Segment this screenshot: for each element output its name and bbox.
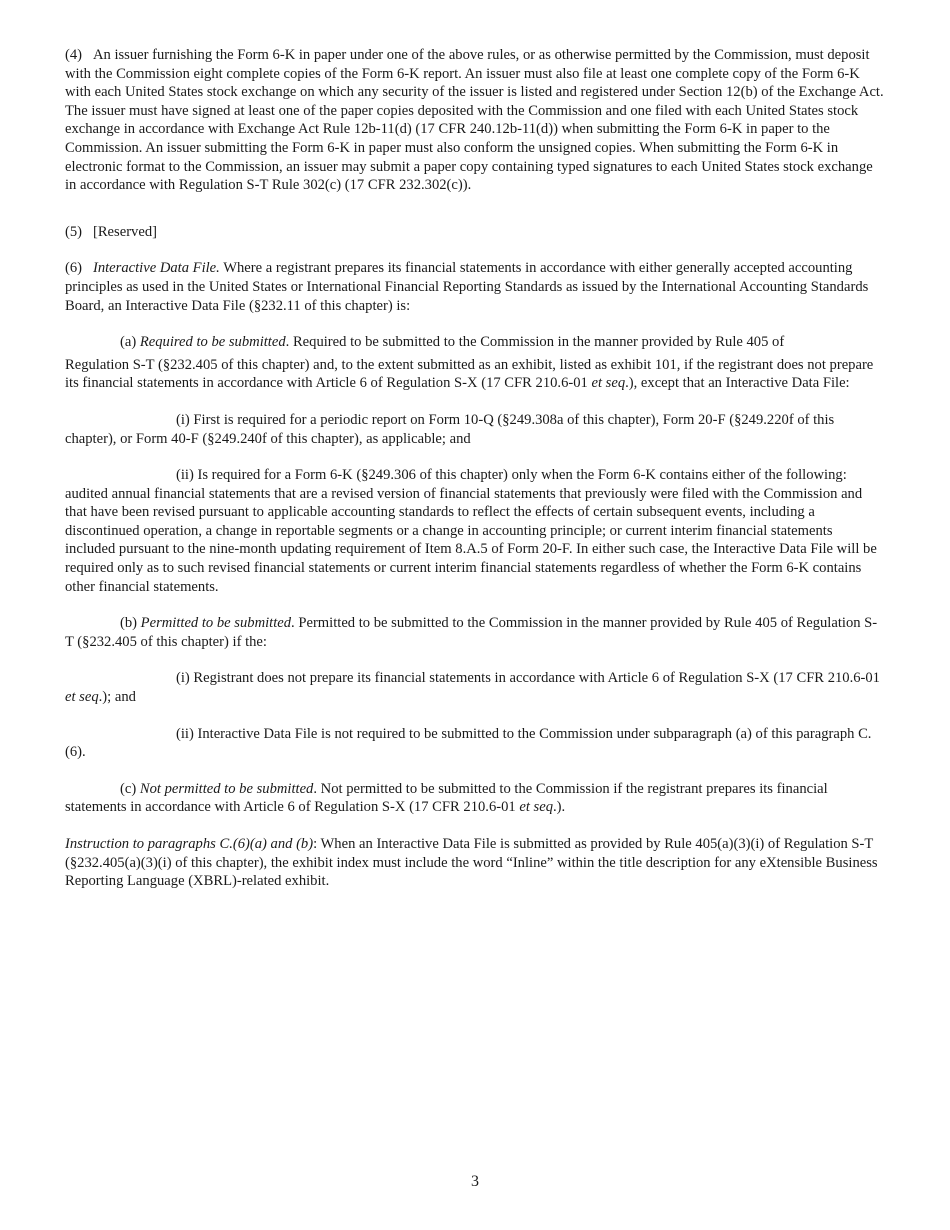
subparagraph-b-body: . Permitted to be submitted to the Commission in the manner provided by Rule 405 of Regulation S-T (§232.405 of this chapter) if the: [65, 615, 878, 650]
subparagraph-a-lead: . Required to be submitted to the Commission in the manner provided by Rule 405 of [285, 334, 785, 351]
paragraph-6-heading: Interactive Data File. [92, 260, 220, 277]
paragraph-6-number: (6) [65, 260, 93, 277]
subparagraph-a-heading: Required to be submitted [139, 334, 286, 351]
instruction-heading: Instruction to paragraphs C.(6)(a) and (b) [65, 836, 314, 852]
subparagraph-b-i-tail: .); and [98, 689, 136, 706]
subparagraph-a-required [65, 333, 885, 393]
subparagraph-b-ii: (ii) Interactive Data File is not required to be submitted to the Commission under subparagraph (a) of this paragraph C.(6). [65, 725, 872, 761]
subparagraph-a-ii: (ii) Is required for a Form 6-K (§249.306 of this chapter) only when the Form 6-K contains either of the following: audited annual financial statements that are a revised version of financial statements that previously were filed with the Commission and that have been revised pursuant to applicable accounting standards to reflect the effects of certain subsequent events, including a discontinued operation, a change in reportable segments or a change in accounting principle; or current interim financial statements included pursuant to the nine-month updating requirement of Item 8.A.5 of Form 20-F. In either such case, the Interactive Data File will be required only as to such revised financial statements or current interim financial statements regardless of whether the Form 6-K contains other financial statements. [65, 467, 877, 595]
subparagraph-c-tail: .). [553, 799, 566, 816]
paragraph-5-reserved: (5) [Reserved] [65, 223, 157, 240]
instruction-paragraph [65, 835, 885, 891]
subparagraph-b-i-et-seq: et seq [65, 689, 99, 706]
subparagraph-c-number: (c) [120, 780, 140, 797]
subparagraph-b-i [65, 669, 885, 706]
subparagraph-c-not-permitted [65, 780, 885, 817]
subparagraph-a-et-seq: et seq [591, 375, 626, 392]
subparagraph-a-i: (i) First is required for a periodic report on Form 10-Q (§249.308a of this chapter), Form 20-F (§249.220f of this chapter), or Form 40-F (§249.240f of this chapter), as applicable; and [65, 411, 835, 447]
subparagraph-c-heading: Not permitted to be submitted [139, 780, 314, 797]
subparagraph-b-i-text: (i) Registrant does not prepare its financial statements in accordance with Article 6 of Regulation S-X (17 CFR 210.6-01 [176, 670, 880, 687]
subparagraph-a-tail: .), except that an Interactive Data File: [625, 375, 850, 392]
subparagraph-b-heading: Permitted to be submitted [140, 615, 292, 632]
page-number: 3 [471, 1173, 479, 1190]
subparagraph-a-body: Regulation S-T (§232.405 of this chapter) and, to the extent submitted as an exhibit, listed as exhibit 101, if the registrant does not prepare its financial statements in accordance with Article 6 of Regulation S-X (17 CFR 210.6-01 [65, 356, 874, 392]
instruction-body: : When an Interactive Data File is submitted as provided by Rule 405(a)(3)(i) of Regulation S-T (§232.405(a)(3)(i) of this chapter), the exhibit index must include the word “Inline” within the title description for any eXtensible Business Reporting Language (XBRL)-related exhibit. [65, 836, 878, 890]
paragraph-6-interactive-data-file [65, 259, 885, 315]
subparagraph-a-body-block [65, 356, 885, 393]
subparagraph-a-lead-line [65, 333, 885, 352]
subparagraph-b-number: (b) [120, 615, 141, 632]
subparagraph-c-et-seq: et seq [519, 799, 553, 816]
paragraph-4: (4) An issuer furnishing the Form 6-K in paper under one of the above rules, or as otherwise permitted by the Commission, must deposit with the Commission eight complete copies of the Form 6-K report. An issuer must also file at least one complete copy of the Form 6-K with each United States stock exchange on which any security of the issuer is listed and registered under Section 12(b) of the Exchange Act. The issuer must have signed at least one of the paper copies deposited with the Commission and one filed with each United States stock exchange in accordance with Exchange Act Rule 12b-11(d) (17 CFR 240.12b-11(d)) when submitting the Form 6-K in paper to the Commission. An issuer submitting the Form 6-K in paper must also conform the unsigned copies. When submitting the Form 6-K in electronic format to the Commission, an issuer may submit a paper copy containing typed signatures to each United States stock exchange in accordance with Regulation S-T Rule 302(c) (17 CFR 232.302(c)). [65, 47, 884, 194]
paragraph-6-body: Where a registrant prepares its financial statements in accordance with either generally accepted accounting principles as used in the United States or International Financial Reporting Standards as issued by the International Accounting Standards Board, an Interactive Data File (§232.11 of this chapter) is: [65, 260, 869, 314]
subparagraph-a-number: (a) [120, 334, 140, 351]
subparagraph-b-permitted [65, 614, 885, 651]
subparagraph-c-body: . Not permitted to be submitted to the Commission if the registrant prepares its financial statements in accordance with Article 6 of Regulation S-X (17 CFR 210.6-01 [65, 780, 828, 816]
document-page [65, 46, 885, 909]
